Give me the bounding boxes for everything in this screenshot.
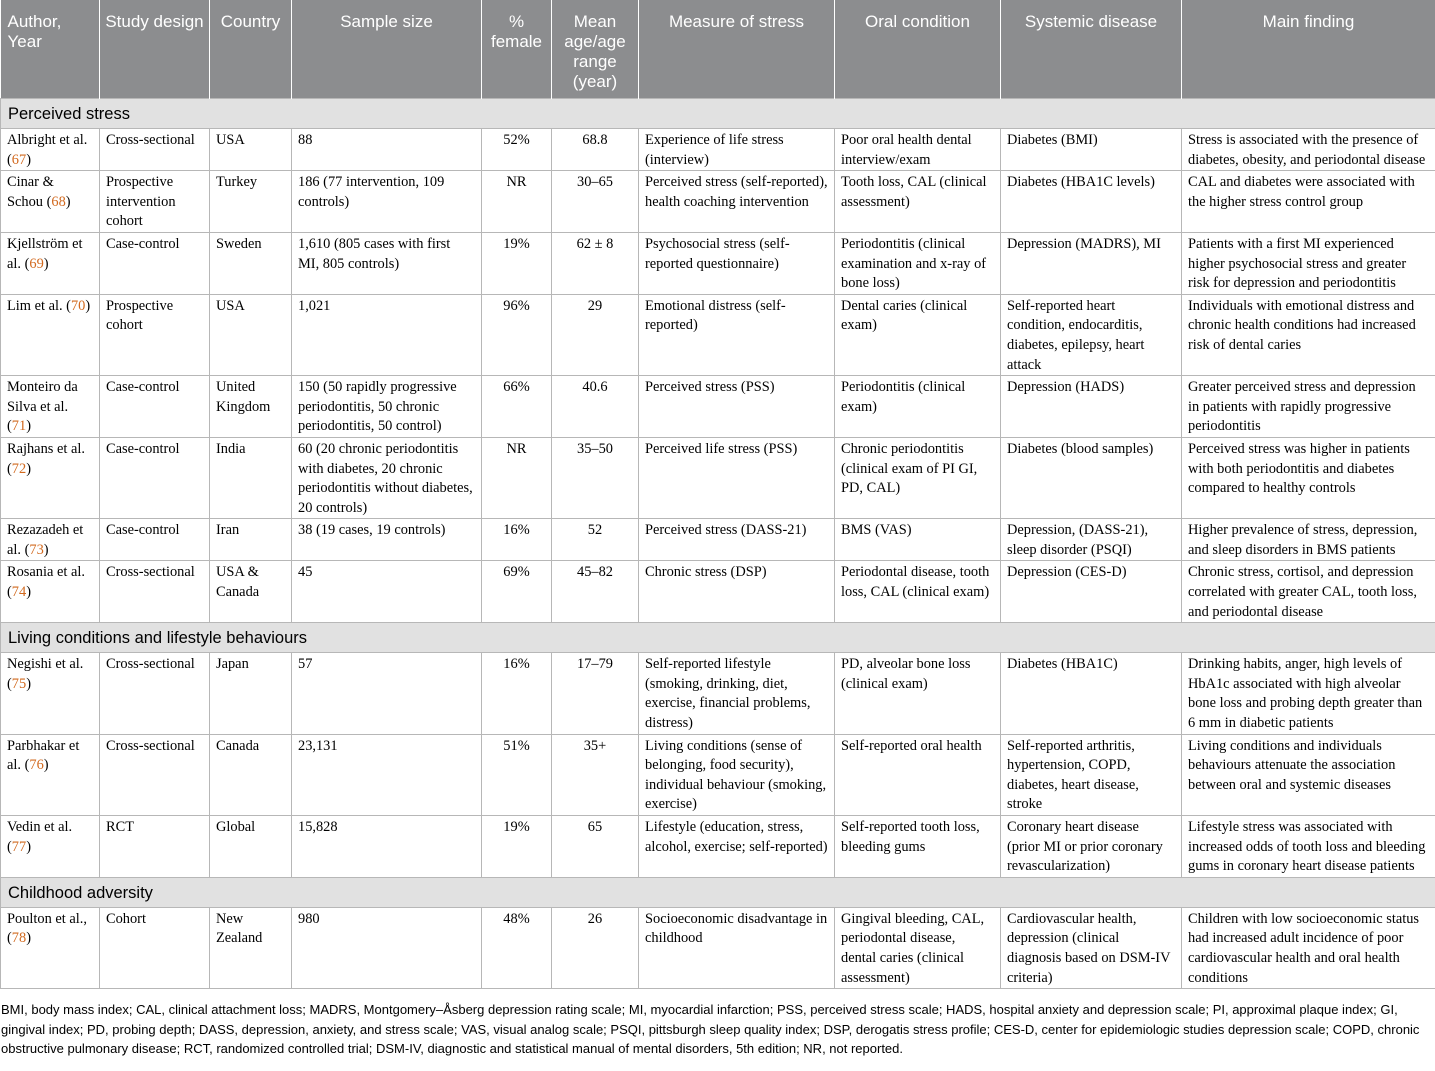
table-row bbox=[1, 519, 1435, 561]
sample-size-cell: 1,021 bbox=[292, 294, 482, 375]
author-name: Cinar & Schou bbox=[7, 174, 54, 210]
systemic-disease-cell: Diabetes (HBA1C levels) bbox=[1001, 171, 1182, 233]
reference-link[interactable]: 70 bbox=[70, 297, 86, 314]
stress-measure-cell: Psychosocial stress (self-reported questionnaire) bbox=[639, 232, 835, 294]
table-row bbox=[1, 129, 1435, 171]
stress-measure-cell: Socioeconomic disadvantage in childhood bbox=[639, 907, 835, 988]
percent-female-cell: 19% bbox=[482, 816, 552, 878]
sample-size-cell: 186 (77 intervention, 109 controls) bbox=[292, 171, 482, 233]
author-cell: Kjellström et al. (69) bbox=[1, 232, 100, 294]
percent-female-cell: 52% bbox=[482, 129, 552, 171]
author-name: Rajhans et al. bbox=[7, 440, 85, 457]
author-cell: Monteiro da Silva et al. (71) bbox=[1, 376, 100, 438]
oral-condition-cell: Self-reported oral health bbox=[835, 734, 1001, 815]
percent-female-cell: 19% bbox=[482, 232, 552, 294]
country-cell: United Kingdom bbox=[210, 376, 292, 438]
table-row bbox=[1, 171, 1435, 233]
header-female: % female bbox=[482, 0, 552, 99]
reference-link[interactable]: 73 bbox=[29, 541, 44, 558]
systemic-disease-cell: Self-reported arthritis, hypertension, COPD, diabetes, heart disease, stroke bbox=[1001, 734, 1182, 815]
author-name: Parbhakar et al. bbox=[7, 737, 80, 774]
country-cell: Iran bbox=[210, 519, 292, 561]
header-row bbox=[1, 0, 1435, 99]
percent-female-cell: NR bbox=[482, 171, 552, 233]
author-name: Lim et al. bbox=[7, 297, 63, 314]
section-row bbox=[1, 99, 1435, 129]
country-cell: India bbox=[210, 437, 292, 518]
reference-link[interactable]: 69 bbox=[29, 255, 44, 272]
header-sample: Sample size bbox=[292, 0, 482, 99]
mean-age-cell: 26 bbox=[552, 907, 639, 988]
footnote: BMI, body mass index; CAL, clinical attachment loss; MADRS, Montgomery–Åsberg depression rating scale; MI, myocardial infarction; PSS, perceived stress scale; HADS, hospital anxiety and depression scale; PI, approximal plaque index; GI, gingival index; PD, probing depth; DASS, depression, anxiety, and stress scale; VAS, visual analog scale; PSQI, pittsburgh sleep quality index; DSP, derogatis stress profile; CES-D, center for epidemiologic studies depression scale; COPD, chronic obstructive pulmonary disease; RCT, randomized controlled trial; DSM-IV, diagnostic and statistical manual of mental disorders, 5th edition; NR, not reported. bbox=[1, 1002, 1420, 1057]
oral-condition-cell: Periodontal disease, tooth loss, CAL (clinical exam) bbox=[835, 561, 1001, 623]
oral-condition-cell: Periodontitis (clinical examination and x-ray of bone loss) bbox=[835, 232, 1001, 294]
reference-link[interactable]: 78 bbox=[11, 930, 27, 947]
country-cell: USA bbox=[210, 129, 292, 171]
systemic-disease-cell: Self-reported heart condition, endocarditis, diabetes, epilepsy, heart attack bbox=[1001, 294, 1182, 375]
study-design-cell: Case-control bbox=[100, 376, 210, 438]
country-cell: New Zealand bbox=[210, 907, 292, 988]
sample-size-cell: 57 bbox=[292, 653, 482, 734]
main-finding-cell: Higher prevalence of stress, depression, and sleep disorders in BMS patients bbox=[1182, 519, 1435, 561]
systemic-disease-cell: Coronary heart disease (prior MI or prior coronary revascularization) bbox=[1001, 816, 1182, 878]
main-finding-cell: Individuals with emotional distress and chronic health conditions had increased risk of dental caries bbox=[1182, 294, 1435, 375]
author-name: Rosania et al. bbox=[7, 564, 85, 581]
stress-measure-cell: Self-reported lifestyle (smoking, drinking, diet, exercise, financial problems, distress) bbox=[639, 653, 835, 734]
oral-condition-cell: Poor oral health dental interview/exam bbox=[835, 129, 1001, 171]
country-cell: USA & Canada bbox=[210, 561, 292, 623]
mean-age-cell: 52 bbox=[552, 519, 639, 561]
systemic-disease-cell: Depression, (DASS-21), sleep disorder (PSQI) bbox=[1001, 519, 1182, 561]
header-design: Study design bbox=[100, 0, 210, 99]
systemic-disease-cell: Depression (CES-D) bbox=[1001, 561, 1182, 623]
author-name: Rezazadeh et al. bbox=[7, 522, 84, 558]
reference-link[interactable]: 77 bbox=[11, 838, 27, 855]
main-finding-cell: Chronic stress, cortisol, and depression correlated with greater CAL, tooth loss, and periodontal disease bbox=[1182, 561, 1435, 623]
country-cell: Japan bbox=[210, 653, 292, 734]
study-design-cell: Prospective cohort bbox=[100, 294, 210, 375]
author-cell: Rezazadeh et al. (73) bbox=[1, 519, 100, 561]
main-finding-cell: Children with low socioeconomic status had increased adult incidence of poor cardiovascular health and oral health conditions bbox=[1182, 907, 1435, 988]
main-finding-cell: Patients with a first MI experienced higher psychosocial stress and greater risk for depression and periodontitis bbox=[1182, 232, 1435, 294]
systemic-disease-cell: Cardiovascular health, depression (clinical diagnosis based on DSM-IV criteria) bbox=[1001, 907, 1182, 988]
header-country: Country bbox=[210, 0, 292, 99]
reference-link[interactable]: 67 bbox=[11, 151, 27, 168]
percent-female-cell: NR bbox=[482, 437, 552, 518]
header-author: Author, Year bbox=[1, 0, 100, 99]
oral-condition-cell: BMS (VAS) bbox=[835, 519, 1001, 561]
percent-female-cell: 69% bbox=[482, 561, 552, 623]
header-finding: Main finding bbox=[1182, 0, 1435, 99]
sample-size-cell: 88 bbox=[292, 129, 482, 171]
study-design-cell: Cross-sectional bbox=[100, 129, 210, 171]
author-name: Vedin et al. bbox=[7, 819, 73, 835]
table-row bbox=[1, 294, 1435, 375]
main-finding-cell: Living conditions and individuals behaviours attenuate the association between oral and systemic diseases bbox=[1182, 734, 1435, 815]
section-title: Living conditions and lifestyle behaviours bbox=[1, 623, 1435, 653]
mean-age-cell: 30–65 bbox=[552, 171, 639, 233]
reference-link[interactable]: 68 bbox=[51, 193, 66, 210]
header-age: Mean age/age range (year) bbox=[552, 0, 639, 99]
main-finding-cell: CAL and diabetes were associated with the higher stress control group bbox=[1182, 171, 1435, 233]
stress-measure-cell: Perceived stress (PSS) bbox=[639, 376, 835, 438]
study-design-cell: Case-control bbox=[100, 437, 210, 518]
mean-age-cell: 45–82 bbox=[552, 561, 639, 623]
mean-age-cell: 17–79 bbox=[552, 653, 639, 734]
mean-age-cell: 65 bbox=[552, 816, 639, 878]
percent-female-cell: 51% bbox=[482, 734, 552, 815]
mean-age-cell: 35+ bbox=[552, 734, 639, 815]
mean-age-cell: 35–50 bbox=[552, 437, 639, 518]
author-cell: Poulton et al., (78) bbox=[1, 907, 100, 988]
reference-link[interactable]: 76 bbox=[29, 757, 44, 774]
percent-female-cell: 16% bbox=[482, 653, 552, 734]
sample-size-cell: 45 bbox=[292, 561, 482, 623]
oral-condition-cell: PD, alveolar bone loss (clinical exam) bbox=[835, 653, 1001, 734]
systemic-disease-cell: Diabetes (blood samples) bbox=[1001, 437, 1182, 518]
mean-age-cell: 68.8 bbox=[552, 129, 639, 171]
sample-size-cell: 38 (19 cases, 19 controls) bbox=[292, 519, 482, 561]
author-cell: Parbhakar et al. (76) bbox=[1, 734, 100, 815]
reference-link[interactable]: 72 bbox=[11, 460, 27, 477]
table-row bbox=[1, 907, 1435, 988]
oral-condition-cell: Dental caries (clinical exam) bbox=[835, 294, 1001, 375]
percent-female-cell: 66% bbox=[482, 376, 552, 438]
percent-female-cell: 48% bbox=[482, 907, 552, 988]
percent-female-cell: 16% bbox=[482, 519, 552, 561]
country-cell: Turkey bbox=[210, 171, 292, 233]
study-design-cell: Case-control bbox=[100, 232, 210, 294]
country-cell: Canada bbox=[210, 734, 292, 815]
sample-size-cell: 15,828 bbox=[292, 816, 482, 878]
country-cell: Global bbox=[210, 816, 292, 878]
header-systemic: Systemic disease bbox=[1001, 0, 1182, 99]
table-row bbox=[1, 816, 1435, 878]
oral-condition-cell: Tooth loss, CAL (clinical assessment) bbox=[835, 171, 1001, 233]
mean-age-cell: 29 bbox=[552, 294, 639, 375]
header-stress: Measure of stress bbox=[639, 0, 835, 99]
main-finding-cell: Perceived stress was higher in patients with both periodontitis and diabetes compared to healthy controls bbox=[1182, 437, 1435, 518]
mean-age-cell: 62 ± 8 bbox=[552, 232, 639, 294]
author-cell: Rajhans et al. (72) bbox=[1, 437, 100, 518]
author-cell: Lim et al. (70) bbox=[1, 294, 100, 375]
country-cell: USA bbox=[210, 294, 292, 375]
author-cell: Rosania et al. (74) bbox=[1, 561, 100, 623]
reference-link[interactable]: 75 bbox=[11, 675, 27, 692]
systemic-disease-cell: Depression (HADS) bbox=[1001, 376, 1182, 438]
author-name: Poulton et al., bbox=[7, 910, 87, 927]
sample-size-cell: 1,610 (805 cases with first MI, 805 controls) bbox=[292, 232, 482, 294]
study-design-cell: RCT bbox=[100, 816, 210, 878]
mean-age-cell: 40.6 bbox=[552, 376, 639, 438]
main-finding-cell: Greater perceived stress and depression in patients with rapidly progressive periodontitis bbox=[1182, 376, 1435, 438]
author-cell: Cinar & Schou (68) bbox=[1, 171, 100, 233]
sample-size-cell: 980 bbox=[292, 907, 482, 988]
sample-size-cell: 60 (20 chronic periodontitis with diabetes, 20 chronic periodontitis without diabetes, 20 controls) bbox=[292, 437, 482, 518]
table-row bbox=[1, 376, 1435, 438]
study-design-cell: Cross-sectional bbox=[100, 653, 210, 734]
study-design-cell: Prospective intervention cohort bbox=[100, 171, 210, 233]
author-name: Negishi et al. bbox=[7, 656, 84, 673]
author-name: Monteiro da Silva et al. bbox=[7, 379, 78, 415]
main-finding-cell: Stress is associated with the presence of diabetes, obesity, and periodontal disease bbox=[1182, 129, 1435, 171]
author-name: Kjellström et al. bbox=[7, 235, 83, 272]
stress-measure-cell: Lifestyle (education, stress, alcohol, exercise; self-reported) bbox=[639, 816, 835, 878]
oral-condition-cell: Periodontitis (clinical exam) bbox=[835, 376, 1001, 438]
author-cell: Negishi et al. (75) bbox=[1, 653, 100, 734]
systemic-disease-cell: Diabetes (BMI) bbox=[1001, 129, 1182, 171]
study-design-cell: Case-control bbox=[100, 519, 210, 561]
main-finding-cell: Lifestyle stress was associated with increased odds of tooth loss and bleeding gums in coronary heart disease patients bbox=[1182, 816, 1435, 878]
author-cell: Albright et al. (67) bbox=[1, 129, 100, 171]
stress-measure-cell: Perceived stress (DASS-21) bbox=[639, 519, 835, 561]
table-row bbox=[1, 734, 1435, 815]
stress-measure-cell: Experience of life stress (interview) bbox=[639, 129, 835, 171]
table-row bbox=[1, 437, 1435, 518]
stress-measure-cell: Living conditions (sense of belonging, food security), individual behaviour (smoking, exercise) bbox=[639, 734, 835, 815]
study-design-cell: Cross-sectional bbox=[100, 734, 210, 815]
section-row bbox=[1, 877, 1435, 907]
table-row bbox=[1, 232, 1435, 294]
table-body bbox=[1, 99, 1435, 989]
oral-condition-cell: Chronic periodontitis (clinical exam of PI GI, PD, CAL) bbox=[835, 437, 1001, 518]
section-title: Childhood adversity bbox=[1, 877, 1435, 907]
oral-condition-cell: Gingival bleeding, CAL, periodontal disease, dental caries (clinical assessment) bbox=[835, 907, 1001, 988]
main-finding-cell: Drinking habits, anger, high levels of HbA1c associated with high alveolar bone loss and probing depth greater than 6 mm in diabetic patients bbox=[1182, 653, 1435, 734]
sample-size-cell: 23,131 bbox=[292, 734, 482, 815]
study-design-cell: Cross-sectional bbox=[100, 561, 210, 623]
table-row bbox=[1, 561, 1435, 623]
reference-link[interactable]: 71 bbox=[11, 418, 27, 435]
systemic-disease-cell: Depression (MADRS), MI bbox=[1001, 232, 1182, 294]
author-cell: Vedin et al. (77) bbox=[1, 816, 100, 878]
country-cell: Sweden bbox=[210, 232, 292, 294]
percent-female-cell: 96% bbox=[482, 294, 552, 375]
stress-measure-cell: Emotional distress (self-reported) bbox=[639, 294, 835, 375]
systemic-disease-cell: Diabetes (HBA1C) bbox=[1001, 653, 1182, 734]
oral-condition-cell: Self-reported tooth loss, bleeding gums bbox=[835, 816, 1001, 878]
stress-measure-cell: Perceived stress (self-reported), health coaching intervention bbox=[639, 171, 835, 233]
table-row bbox=[1, 653, 1435, 734]
stress-measure-cell: Perceived life stress (PSS) bbox=[639, 437, 835, 518]
section-title: Perceived stress bbox=[1, 99, 1435, 129]
section-row bbox=[1, 623, 1435, 653]
reference-link[interactable]: 74 bbox=[11, 584, 27, 601]
study-design-cell: Cohort bbox=[100, 907, 210, 988]
header-oral: Oral condition bbox=[835, 0, 1001, 99]
author-name: Albright et al. bbox=[7, 132, 88, 148]
stress-measure-cell: Chronic stress (DSP) bbox=[639, 561, 835, 623]
sample-size-cell: 150 (50 rapidly progressive periodontitis, 50 chronic periodontitis, 50 control) bbox=[292, 376, 482, 438]
